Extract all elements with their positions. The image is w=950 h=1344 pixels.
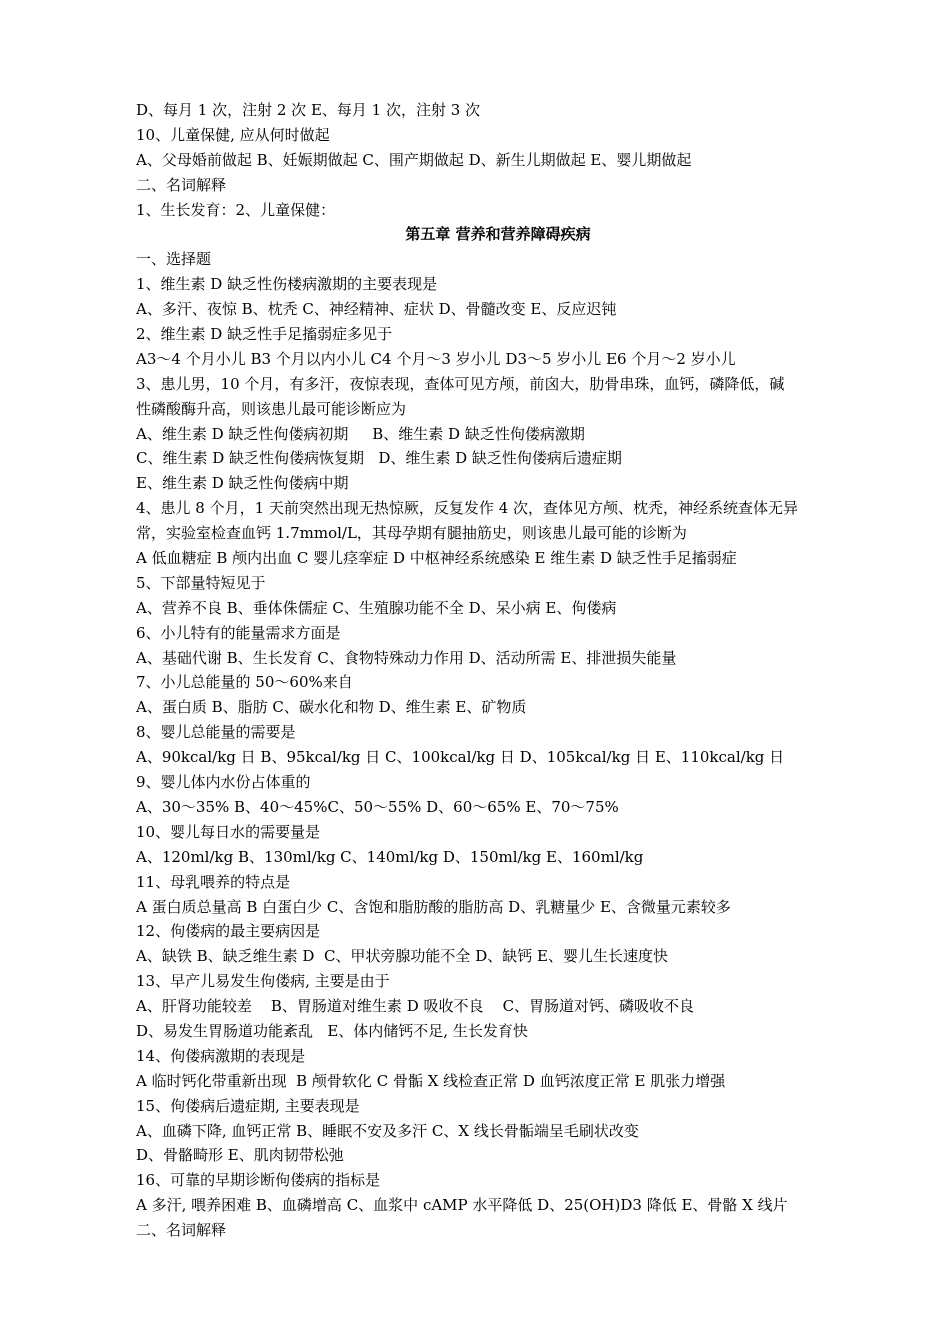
text-line: 13、早产儿易发生佝偻病, 主要是由于 [136, 972, 390, 991]
text-line: A、维生素 D 缺乏性佝偻病初期 B、维生素 D 缺乏性佝偻病激期 [136, 424, 585, 443]
text-line: 15、佝偻病后遗症期, 主要表现是 [136, 1096, 360, 1115]
chapter-title: 第五章 营养和营养障碍疾病 [405, 225, 591, 244]
text-line: D、易发生胃肠道功能紊乱 E、体内储钙不足, 生长发育快 [136, 1021, 528, 1040]
text-line: A、120ml/kg B、130ml/kg C、140ml/kg D、150ml/kg E、160ml/kg [136, 847, 644, 866]
text-line: 10、儿童保健, 应从何时做起 [136, 125, 330, 144]
text-line: A、血磷下降, 血钙正常 B、睡眠不安及多汗 C、X 线长骨骺端呈毛刷状改变 [136, 1121, 639, 1140]
text-line: 10、婴儿每日水的需要量是 [136, 822, 321, 841]
text-line: A、肝肾功能较差 B、胃肠道对维生素 D 吸收不良 C、胃肠道对钙、磷吸收不良 [136, 997, 695, 1016]
text-line: 11、母乳喂养的特点是 [136, 872, 291, 891]
text-line: C、维生素 D 缺乏性佝偻病恢复期 D、维生素 D 缺乏性佝偻病后遗症期 [136, 449, 622, 468]
text-line: 7、小儿总能量的 50～60%来自 [136, 673, 353, 692]
text-line: 性磷酸酶升高，则该患儿最可能诊断应为 [136, 399, 407, 418]
text-line: A 临时钙化带重新出现 B 颅骨软化 C 骨骺 X 线检查正常 D 血钙浓度正常 E 肌张力增强 [136, 1071, 726, 1090]
text-line: A、90kcal/kg 日 B、95kcal/kg 日 C、100kcal/kg 日 D、105kcal/kg 日 E、110kcal/kg 日 [136, 748, 785, 767]
text-line: A、30～35% B、40～45%C、50～55% D、60～65% E、70～75% [136, 797, 619, 816]
text-line: 二、名词解释 [136, 175, 227, 194]
text-line: A 低血糖症 B 颅内出血 C 婴儿痉挛症 D 中枢神经系统感染 E 维生素 D 缺乏性手足搐弱症 [136, 549, 737, 568]
text-line: A、基础代谢 B、生长发育 C、食物特殊动力作用 D、活动所需 E、排泄损失能量 [136, 648, 677, 667]
text-line: 14、佝偻病激期的表现是 [136, 1046, 306, 1065]
text-line: 1、生长发育：2、儿童保健： [136, 200, 336, 219]
text-line: D、每月 1 次，注射 2 次 E、每月 1 次，注射 3 次 [136, 101, 481, 119]
text-line: A 蛋白质总量高 B 白蛋白少 C、含饱和脂肪酸的脂肪高 D、乳糖量少 E、含微量元素较多 [136, 897, 731, 916]
text-line: 一、选择题 [136, 250, 212, 269]
text-line: 5、下部量特短见于 [136, 573, 266, 592]
text-line: 12、佝偻病的最主要病因是 [136, 922, 321, 941]
text-line: A、缺铁 B、缺乏维生素 D C、甲状旁腺功能不全 D、缺钙 E、婴儿生长速度快 [136, 947, 668, 966]
text-line: 1、维生素 D 缺乏性伤楼病激期的主要表现是 [136, 275, 438, 294]
text-line: A、营养不良 B、垂体侏儒症 C、生殖腺功能不全 D、呆小病 E、佝偻病 [136, 598, 617, 617]
text-line: 二、名词解释 [136, 1221, 227, 1240]
text-line: 8、婴儿总能量的需要是 [136, 723, 296, 742]
text-line: D、骨骼畸形 E、肌肉韧带松弛 [136, 1146, 344, 1165]
text-line: A、蛋白质 B、脂肪 C、碳水化和物 D、维生素 E、矿物质 [136, 698, 527, 717]
text-line: A、父母婚前做起 B、妊娠期做起 C、围产期做起 D、新生儿期做起 E、婴儿期做起 [136, 150, 692, 169]
text-line: 16、可靠的早期诊断佝偻病的指标是 [136, 1171, 381, 1190]
text-line: 4、患儿 8 个月，1 天前突然出现无热惊厥，反复发作 4 次，查体见方颅、枕秃，神经系统查体无异 [136, 499, 799, 518]
text-line: 6、小儿特有的能量需求方面是 [136, 623, 341, 642]
text-line: 3、患儿男，10 个月，有多汗，夜惊表现，查体可见方颅，前囟大，肋骨串珠，血钙，磷降低，碱 [136, 374, 785, 393]
text-line: E、维生素 D 缺乏性佝偻病中期 [136, 474, 349, 493]
text-line: 常，实验室检查血钙 1.7mmol/L，其母孕期有腿抽筋史，则该患儿最可能的诊断为 [136, 524, 687, 543]
text-line: 2、维生素 D 缺乏性手足搐弱症多见于 [136, 325, 393, 344]
text-line: A 多汗, 喂养困难 B、血磷增高 C、血浆中 cAMP 水平降低 D、25(OH)D3 降低 E、骨骼 X 线片 [136, 1196, 788, 1215]
text-line: A、多汗、夜惊 B、枕秃 C、神经精神、症状 D、骨髓改变 E、反应迟钝 [136, 300, 617, 319]
text-line: 9、婴儿体内水份占体重的 [136, 773, 311, 792]
text-line: A3～4 个月小儿 B3 个月以内小儿 C4 个月～3 岁小儿 D3～5 岁小儿 E6 个月～2 岁小儿 [136, 349, 736, 368]
document-body [136, 98, 860, 1243]
